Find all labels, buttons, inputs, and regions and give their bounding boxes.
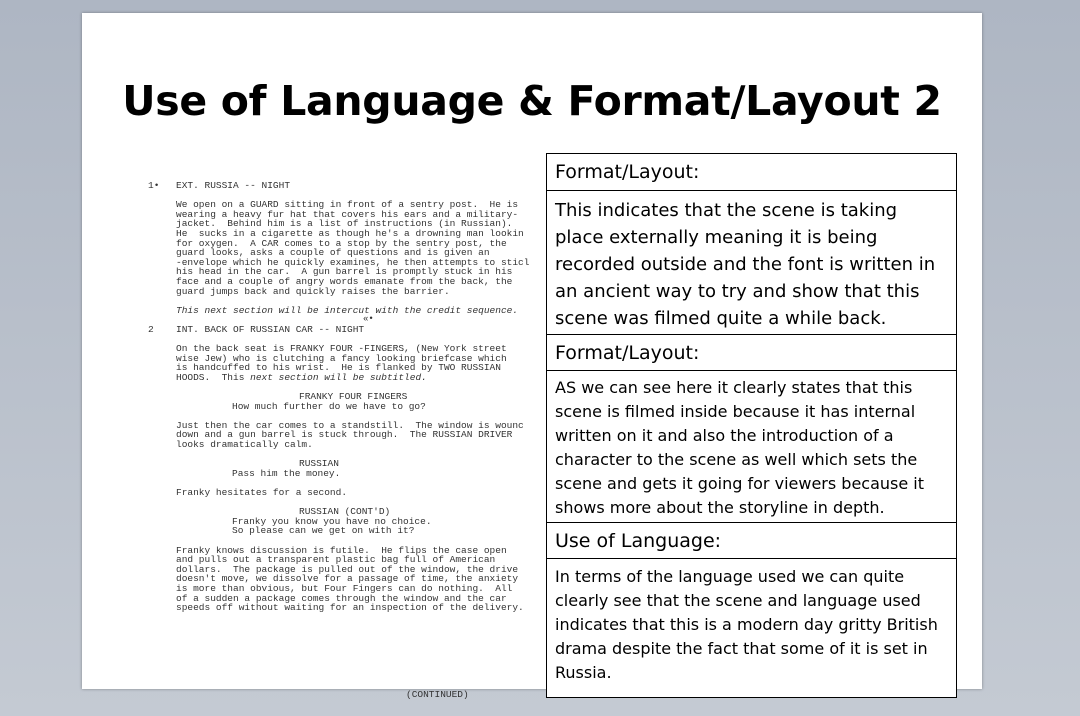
character-name: RUSSIAN bbox=[299, 458, 339, 470]
script-line: doesn't move, we dissolve for a passage of time, the anxiety bbox=[176, 573, 519, 585]
scene-heading-1 bbox=[144, 181, 544, 191]
section2-text: AS we can see here it clearly states that this scene is filmed inside because it has internal written on it and also the introduction of a character to the scene as well which sets the scene and gets it going for viewers because it shows more about the storyline in depth. bbox=[555, 378, 925, 517]
dots-mark: «• bbox=[363, 314, 374, 325]
script-line: wearing a heavy fur hat that covers his ears and a military- bbox=[176, 208, 519, 220]
script-line: wise Jew) who is clutching a fancy looking briefcase which bbox=[176, 352, 507, 364]
continued-label: (CONTINUED) bbox=[406, 689, 469, 700]
section2-text-cell bbox=[547, 370, 956, 522]
scene2-action-4 bbox=[144, 546, 544, 613]
character-name: RUSSIAN (CONT'D) bbox=[299, 506, 391, 518]
dialogue-line: So please can we get on with it? bbox=[232, 525, 415, 537]
section2-heading-cell bbox=[547, 334, 956, 370]
script-line: his head in the car. A gun barrel is promptly stuck in his bbox=[176, 266, 513, 278]
section3-text-cell bbox=[547, 558, 956, 698]
section3-heading: Use of Language: bbox=[555, 530, 722, 552]
section1-heading-cell bbox=[547, 154, 956, 190]
scene-heading-text-1: EXT. RUSSIA -- NIGHT bbox=[176, 180, 291, 191]
script-line: is handcuffed to his wrist. He is flanked by TWO RUSSIAN bbox=[176, 362, 501, 374]
analysis-table bbox=[546, 153, 957, 698]
section1-heading: Format/Layout: bbox=[555, 161, 700, 183]
script-line: On the back seat is FRANKY FOUR -FINGERS, (New York street bbox=[176, 343, 507, 355]
dialogue-line: Franky you know you have no choice. bbox=[232, 515, 432, 527]
script-line: looks dramatically calm. bbox=[176, 439, 313, 451]
script-line: speeds off without waiting for an inspection of the delivery. bbox=[176, 602, 524, 614]
intercut-note: This next section will be intercut with the credit sequence. bbox=[176, 304, 519, 316]
script-line: Just then the car comes to a standstill. The window is wounc bbox=[176, 419, 524, 431]
script-line: face and a couple of angry words emanate from the back, the bbox=[176, 275, 513, 287]
section1-text-cell bbox=[547, 190, 956, 334]
slide-title: Use of Language & Format/Layout 2 bbox=[122, 77, 942, 125]
scene2-action bbox=[144, 344, 544, 382]
subtitle-note: next section will be subtitled. bbox=[250, 371, 427, 383]
script-line: jacket. Behind him is a list of instructions (in Russian). bbox=[176, 218, 513, 230]
script-line: of a sudden a package comes through the window and the car bbox=[176, 592, 507, 604]
scene2-action-2 bbox=[144, 421, 544, 450]
scene-number-2: 2 bbox=[148, 323, 154, 335]
script-line: down and a gun barrel is stuck through. The RUSSIAN DRIVER bbox=[176, 429, 513, 441]
script-line: Franky knows discussion is futile. He flips the case open bbox=[176, 544, 507, 556]
section2-heading: Format/Layout: bbox=[555, 342, 700, 364]
script-line: We open on a GUARD sitting in front of a sentry post. He is bbox=[176, 199, 519, 211]
dialogue-line: How much further do we have to go? bbox=[232, 400, 426, 412]
script-line: is more than obvious, but Four Fingers can do nothing. All bbox=[176, 582, 513, 594]
script-text: HOODS. This bbox=[176, 371, 251, 383]
scene1-action bbox=[144, 200, 544, 296]
screenplay-excerpt bbox=[144, 180, 544, 700]
script-line: guard jumps back and quickly raises the barrier. bbox=[176, 285, 450, 297]
script-line: dollars. The package is pulled out of the window, the drive bbox=[176, 563, 519, 575]
script-line: and pulls out a transparent plastic bag full of American bbox=[176, 554, 496, 566]
character-name: FRANKY FOUR FINGERS bbox=[299, 391, 408, 403]
script-line bbox=[176, 373, 544, 383]
scene-heading-2 bbox=[144, 325, 544, 335]
section3-text: In terms of the language used we can quite clearly see that the scene and language used indicates that this is a modern day gritty British drama despite the fact that some of it is set in Russia. bbox=[555, 567, 938, 682]
dialogue-line: Pass him the money. bbox=[232, 467, 341, 479]
scene-heading-text-2: INT. BACK OF RUSSIAN CAR -- NIGHT bbox=[176, 323, 365, 335]
scene-number-1: 1• bbox=[148, 180, 160, 191]
script-line: for oxygen. A CAR comes to a stop by the sentry post, the bbox=[176, 237, 507, 249]
section3-heading-cell bbox=[547, 522, 956, 558]
script-line: Franky hesitates for a second. bbox=[176, 487, 348, 498]
script-line: -envelope which he quickly examines, he then attempts to sticl bbox=[176, 256, 530, 268]
script-line: guard looks, asks a couple of questions and is given an bbox=[176, 247, 490, 259]
script-line: He sucks in a cigarette as though he's a drowning man lookin bbox=[176, 227, 524, 239]
section1-text: This indicates that the scene is taking place externally meaning it is being recorded outside and the font is written in an ancient way to try and show that this scene was filmed quite a while back. bbox=[555, 200, 936, 329]
